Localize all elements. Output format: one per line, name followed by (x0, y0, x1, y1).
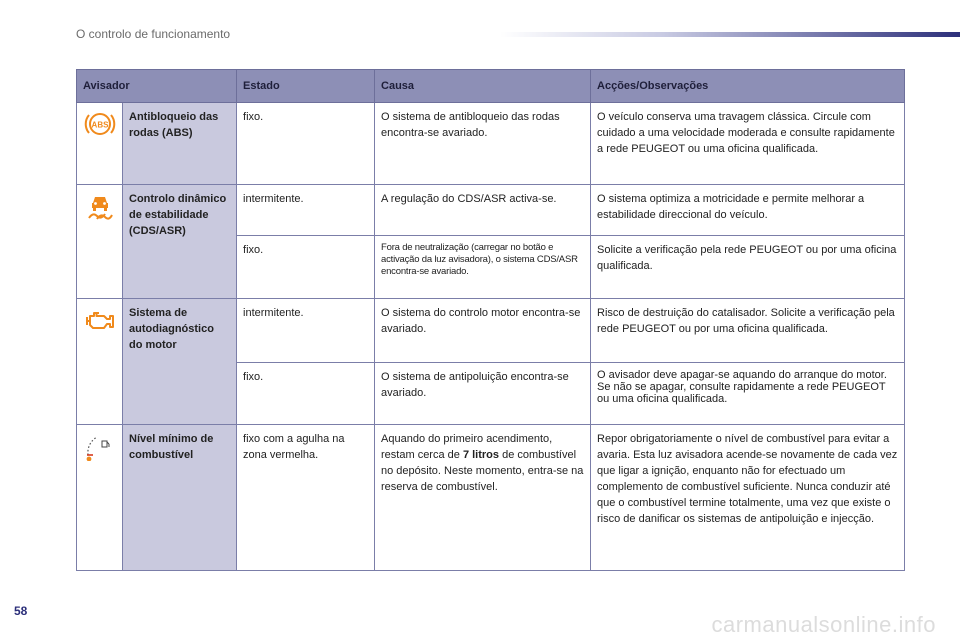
estado-cell: fixo com a agulha na zona vermelha. (237, 425, 375, 571)
icon-cell (77, 299, 123, 425)
column-header-accoes: Acções/Observações (591, 70, 905, 103)
table-row (77, 299, 905, 363)
estado-cell: fixo. (237, 236, 375, 299)
causa-cell (375, 425, 591, 571)
abs-warning-icon (83, 109, 117, 139)
table-row (77, 185, 905, 236)
estado-cell: fixo. (237, 363, 375, 425)
causa-cell: O sistema de antibloqueio das rodas encontra-se avariado. (375, 103, 591, 185)
causa-cell: O sistema do controlo motor encontra-se avariado. (375, 299, 591, 363)
causa-text-bold: 7 litros (462, 449, 500, 461)
causa-cell: A regulação do CDS/ASR activa-se. (375, 185, 591, 236)
stability-control-icon (83, 191, 117, 221)
icon-cell (77, 185, 123, 299)
accoes-cell: O veículo conserva uma travagem clássica. Circule com cuidado a uma velocidade moderada e consulte rapidamente a rede PEUGEOT ou uma oficina qualificada. (591, 103, 905, 185)
warning-name: Antibloqueio das rodas (ABS) (123, 103, 237, 185)
accoes-cell: O avisador deve apagar-se aquando do arranque do motor. Se não se apagar, consulte rapidamente a rede PEUGEOT ou uma oficina qualificada. (591, 363, 905, 425)
estado-cell: intermitente. (237, 185, 375, 236)
column-header-estado: Estado (237, 70, 375, 103)
estado-cell: intermitente. (237, 299, 375, 363)
engine-warning-icon (83, 305, 117, 335)
svg-text:ABS: ABS (91, 120, 109, 130)
table-row (77, 103, 905, 185)
accoes-cell: O sistema optimiza a motricidade e permite melhorar a estabilidade direccional do veículo. (591, 185, 905, 236)
causa-text-post: de combustível no depósito. Neste momento, entra-se na reserva de combustível. (381, 449, 584, 493)
warning-lights-table (76, 69, 905, 571)
table-row (77, 425, 905, 571)
icon-cell (77, 425, 123, 571)
estado-cell: fixo. (237, 103, 375, 185)
column-header-avisador: Avisador (77, 70, 237, 103)
watermark: carmanualsonline.info (711, 612, 936, 637)
fuel-level-icon (83, 431, 117, 461)
causa-cell: Fora de neutralização (carregar no botão e activação da luz avisadora), o sistema CDS/ASR encontra-se avariado. (375, 236, 591, 299)
table-header-row (77, 70, 905, 103)
accoes-cell: Solicite a verificação pela rede PEUGEOT ou por uma oficina qualificada. (591, 236, 905, 299)
warning-name: Sistema de autodiagnóstico do motor (123, 299, 237, 425)
header-gradient-bar (500, 32, 960, 37)
causa-text-pre: Aquando do primeiro acendimento, restam cerca de (381, 433, 553, 461)
warning-name: Controlo dinâmico de estabilidade (CDS/ASR) (123, 185, 237, 299)
causa-cell: O sistema de antipoluição encontra-se avariado. (375, 363, 591, 425)
page-header-title: O controlo de funcionamento (76, 27, 231, 41)
icon-cell (77, 103, 123, 185)
warning-name: Nível mínimo de combustível (123, 425, 237, 571)
accoes-cell: Repor obrigatoriamente o nível de combustível para evitar a avaria. Esta luz avisadora acende-se novamente de cada vez que ligar a ignição, enquanto não for efectuado um complemento de combustível suficiente. Nunca conduzir até que o combustível termine totalmente, uma vez que existe o risco de danificar os sistemas de antipoluição e injecção. (591, 425, 905, 571)
accoes-cell: Risco de destruição do catalisador. Solicite a verificação pela rede PEUGEOT ou por uma oficina qualificada. (591, 299, 905, 363)
column-header-causa: Causa (375, 70, 591, 103)
page-number: 58 (14, 604, 28, 618)
